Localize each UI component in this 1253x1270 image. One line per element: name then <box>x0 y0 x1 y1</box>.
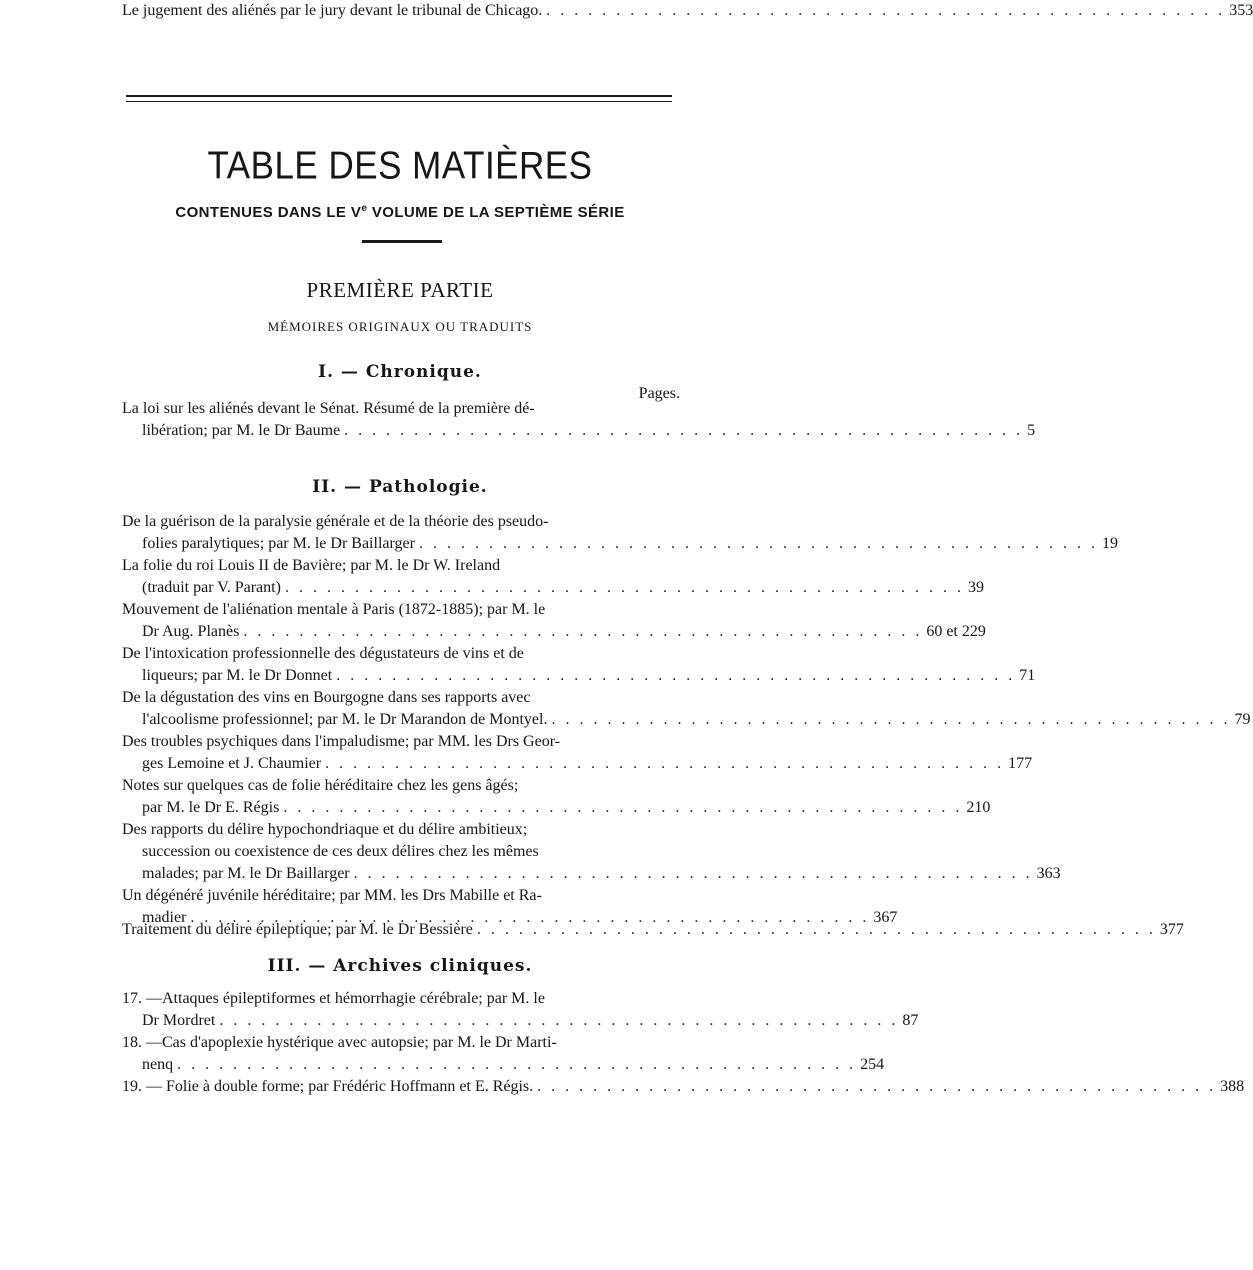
toc-entry-line <box>122 775 677 797</box>
toc-entry-line <box>122 797 991 819</box>
toc-entry-text: De la dégustation des vins en Bourgogne dans ses rapports avec <box>122 689 531 706</box>
toc-entry-line <box>122 665 1036 687</box>
toc-entry-line <box>122 709 1251 731</box>
toc-entry-line <box>122 841 677 863</box>
toc-entry-page: 5 <box>1027 422 1036 439</box>
dot-leader: . . . . . . . . . . . . . . . . . . . . . . . . . . . . . . . . . . . . . . . . . . . . . . . . . <box>551 711 1231 728</box>
toc-entry-page: 79 <box>1234 711 1251 728</box>
toc-entry-text: La folie du roi Louis II de Bavière; par M. le Dr W. Ireland <box>122 557 501 574</box>
toc-entry <box>122 1076 1245 1098</box>
dot-leader: . . . . . . . . . . . . . . . . . . . . . . . . . . . . . . . . . . . . . . . . . . . . . . . . . <box>336 667 1016 684</box>
toc-entry <box>122 599 986 643</box>
toc-entry-page: 71 <box>1019 667 1036 684</box>
toc-entry-line <box>122 731 677 753</box>
toc-entry-page: 19 <box>1101 535 1118 552</box>
toc-entry-line <box>122 511 677 533</box>
toc-entry-text: liqueurs; par M. le Dr Donnet <box>142 667 333 684</box>
pages-column-label: Pages. <box>638 385 680 402</box>
toc-entry-line <box>122 533 1118 555</box>
top-double-rule-thin <box>126 101 672 102</box>
dot-leader: . . . . . . . . . . . . . . . . . . . . . . . . . . . . . . . . . . . . . . . . . . . . . . . . . <box>546 2 1226 19</box>
part-subtitle: MÉMOIRES ORIGINAUX OU TRADUITS <box>267 319 533 334</box>
toc-entry-page: 388 <box>1220 1078 1245 1095</box>
toc-entry-line <box>122 988 677 1010</box>
toc-entry-line <box>122 621 986 643</box>
toc-entry-text: folies paralytiques; par M. le Dr Baillarger <box>142 535 415 552</box>
toc-entry <box>122 0 1253 22</box>
toc-entry-text: De la guérison de la paralysie générale et de la théorie des pseudo- <box>122 513 549 530</box>
part-title: PREMIÈRE PARTIE <box>306 278 494 302</box>
toc-entry-text: De l'intoxication professionnelle des dégustateurs de vins et de <box>122 645 524 662</box>
toc-entry-text: malades; par M. le Dr Baillarger <box>142 865 350 882</box>
toc-entry <box>122 1032 885 1076</box>
toc-entry-page: 254 <box>860 1056 885 1073</box>
toc-entry <box>122 731 1033 775</box>
toc-entry-text: 17. —Attaques épileptiformes et hémorrhagie cérébrale; par M. le <box>122 990 545 1007</box>
toc-entry-text: (traduit par V. Parant) <box>142 579 281 596</box>
toc-entry <box>122 819 1061 885</box>
toc-entry-line <box>122 577 984 599</box>
toc-entry-page: 353 <box>1229 2 1253 19</box>
dot-leader: . . . . . . . . . . . . . . . . . . . . . . . . . . . . . . . . . . . . . . . . . . . . . . . . . <box>325 755 1005 772</box>
toc-entry-page: 177 <box>1008 755 1033 772</box>
toc-entry-line <box>122 1054 885 1076</box>
toc-entry-line <box>122 555 677 577</box>
toc-entry-line <box>122 819 677 841</box>
toc-entry-text: 19. — Folie à double forme; par Frédéric Hoffmann et E. Régis. <box>122 1078 534 1095</box>
toc-entry-text: Le jugement des aliénés par le jury devant le tribunal de Chicago. <box>122 2 543 19</box>
toc-entry-text: Mouvement de l'aliénation mentale à Paris (1872-1885); par M. le <box>122 601 546 618</box>
toc-entry-page: 377 <box>1159 921 1184 938</box>
toc-entry-page: 60 et 229 <box>926 623 986 640</box>
toc-entry-line <box>122 1032 677 1054</box>
toc-entry <box>122 643 1036 687</box>
toc-entry-text: succession ou coexistence de ces deux délires chez les mêmes <box>142 843 539 860</box>
toc-entry-page: 87 <box>902 1012 919 1029</box>
dot-leader: . . . . . . . . . . . . . . . . . . . . . . . . . . . . . . . . . . . . . . . . . . . . . . . . . <box>284 579 964 596</box>
toc-entry-line <box>122 753 1033 775</box>
toc-entry-line <box>122 1076 1245 1098</box>
dot-leader: . . . . . . . . . . . . . . . . . . . . . . . . . . . . . . . . . . . . . . . . . . . . . . . . . <box>537 1078 1217 1095</box>
toc-entry-line <box>122 885 677 907</box>
toc-entry-text: Notes sur quelques cas de folie héréditaire chez les gens âgés; <box>122 777 519 794</box>
toc-entry <box>122 988 919 1032</box>
toc-entry-text: Dr Mordret <box>142 1012 216 1029</box>
toc-entry-line <box>122 0 1253 22</box>
toc-entry-text: Des rapports du délire hypochondriaque et du délire ambitieux; <box>122 821 528 838</box>
toc-entry-line <box>122 863 1061 885</box>
toc-entry-text: 18. —Cas d'apoplexie hystérique avec autopsie; par M. le Dr Marti- <box>122 1034 557 1051</box>
toc-entry-line <box>122 398 677 420</box>
separator-rule <box>362 240 442 243</box>
dot-leader: . . . . . . . . . . . . . . . . . . . . . . . . . . . . . . . . . . . . . . . . . . . . . . . . . <box>476 921 1156 938</box>
toc-entry-line <box>122 687 677 709</box>
toc-entry-page: 367 <box>873 909 898 926</box>
toc-entry-line <box>122 1010 919 1032</box>
section-heading-chronique: I. — Chronique. <box>318 362 482 382</box>
page-subtitle: CONTENUES DANS LE Ve VOLUME DE LA SEPTIÈME SÉRIE <box>175 203 625 221</box>
dot-leader: . . . . . . . . . . . . . . . . . . . . . . . . . . . . . . . . . . . . . . . . . . . . . . . . . <box>219 1012 899 1029</box>
toc-entry-text: La loi sur les aliénés devant le Sénat. Résumé de la première dé- <box>122 400 535 417</box>
toc-entry-page: 210 <box>966 799 991 816</box>
toc-entry <box>122 555 984 599</box>
toc-entry-text: par M. le Dr E. Régis <box>142 799 280 816</box>
toc-entry-line <box>122 643 677 665</box>
page-title: TABLE DES MATIÈRES <box>207 143 593 188</box>
toc-entry-text: libération; par M. le Dr Baume <box>142 422 341 439</box>
toc-entry-text: Des troubles psychiques dans l'impaludisme; par MM. les Drs Geor- <box>122 733 561 750</box>
toc-entry-page: 363 <box>1036 865 1061 882</box>
toc-entry <box>122 687 1251 731</box>
toc-entry <box>122 398 1036 442</box>
top-double-rule <box>126 95 672 97</box>
toc-entry-line <box>122 599 677 621</box>
dot-leader: . . . . . . . . . . . . . . . . . . . . . . . . . . . . . . . . . . . . . . . . . . . . . . . . . <box>283 799 963 816</box>
toc-entry <box>122 511 1118 555</box>
toc-entry-text: nenq <box>142 1056 174 1073</box>
dot-leader: . . . . . . . . . . . . . . . . . . . . . . . . . . . . . . . . . . . . . . . . . . . . . . . . . <box>344 422 1024 439</box>
toc-entry-text: Dr Aug. Planès <box>142 623 240 640</box>
toc-entry-text: madier <box>142 909 187 926</box>
dot-leader: . . . . . . . . . . . . . . . . . . . . . . . . . . . . . . . . . . . . . . . . . . . . . . . . . <box>190 909 870 926</box>
toc-entry-line <box>122 420 1036 442</box>
toc-entry-page: 39 <box>967 579 984 596</box>
toc-entry-text: Traitement du délire épileptique; par M. le Dr Bessière <box>122 921 473 938</box>
toc-entry-line <box>122 919 1184 941</box>
section-heading-archives-cliniques: III. — Archives cliniques. <box>267 956 533 976</box>
section-heading-pathologie: II. — Pathologie. <box>312 477 488 497</box>
dot-leader: . . . . . . . . . . . . . . . . . . . . . . . . . . . . . . . . . . . . . . . . . . . . . . . . . <box>243 623 923 640</box>
dot-leader: . . . . . . . . . . . . . . . . . . . . . . . . . . . . . . . . . . . . . . . . . . . . . . . . . <box>177 1056 857 1073</box>
dot-leader: . . . . . . . . . . . . . . . . . . . . . . . . . . . . . . . . . . . . . . . . . . . . . . . . . <box>353 865 1033 882</box>
toc-entry-text: ges Lemoine et J. Chaumier <box>142 755 322 772</box>
toc-entry <box>122 775 991 819</box>
toc-entry-text: l'alcoolisme professionnel; par M. le Dr Marandon de Montyel. <box>142 711 548 728</box>
toc-entry-text: Un dégénéré juvénile héréditaire; par MM. les Drs Mabille et Ra- <box>122 887 542 904</box>
toc-entry <box>122 919 1184 941</box>
dot-leader: . . . . . . . . . . . . . . . . . . . . . . . . . . . . . . . . . . . . . . . . . . . . . . . . . <box>418 535 1098 552</box>
